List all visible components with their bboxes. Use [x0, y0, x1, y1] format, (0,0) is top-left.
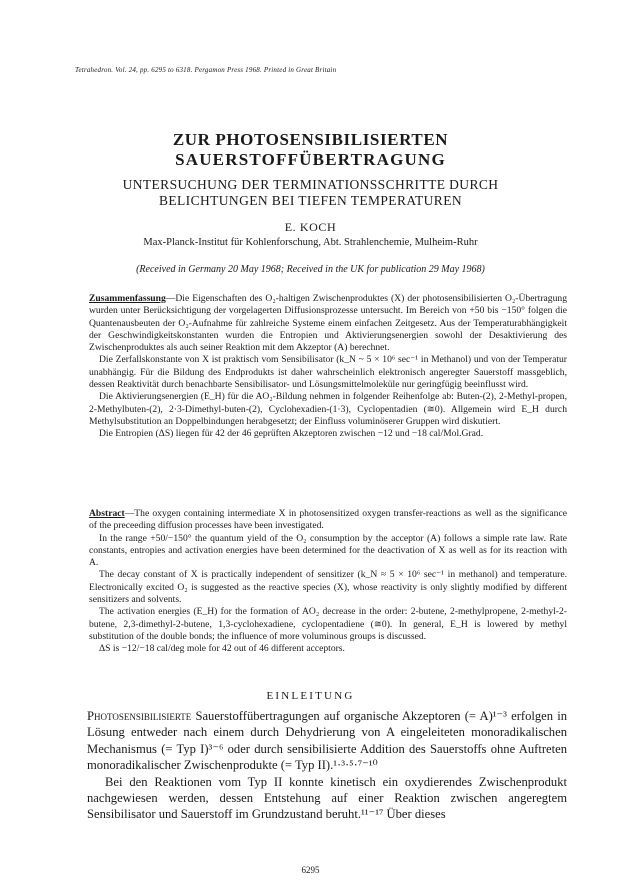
author-name: E. KOCH [284, 220, 337, 234]
paper-title-line2: SAUERSTOFFÜBERTRAGUNG [175, 150, 446, 169]
paper-subtitle-line2: BELICHTUNGEN BEI TIEFEN TEMPERATUREN [158, 193, 462, 208]
paper-subtitle-line1: UNTERSUCHUNG DER TERMINATIONSSCHRITTE DURCH [122, 177, 499, 192]
author-affiliation: Max-Planck-Institut für Kohlenforschung, Abt. Strahlenchemie, Mulheim-Ruhr [143, 237, 478, 248]
abstract-para-1 [89, 508, 567, 533]
zusammenfassung-para-4: Die Entropien (ΔS) liegen für 42 der 46 geprüften Akzeptoren zwischen −12 und −18 cal/Mol.Grad. [99, 428, 484, 440]
abstract-para-3: The decay constant of X is practically independent of sensitizer (k_N ≈ 5 × 10⁶ sec⁻¹ in methanol) and temperature. Electronically excited O₂ is suggested as the reactive species (X), whose reactivity is only slightly modified by different sensitizers and solvents. [89, 569, 567, 606]
received-dates: (Received in Germany 20 May 1968; Received in the UK for publication 29 May 1968) [136, 264, 485, 275]
zusammenfassung-para-1 [89, 293, 567, 354]
abstract-block [89, 508, 567, 656]
intro-para-2: Bei den Reaktionen vom Typ II konnte kinetisch ein oxydierendes Zwischenprodukt nachgewiesen werden, dessen Entstehung auf einer Reaktion zwischen angeregtem Sensibilisator und Sauerstoff im Grundzustand beruht.¹¹⁻¹⁷ Über dieses [87, 774, 567, 822]
abstract-text-1: —The oxygen containing intermediate X in photosensitized oxygen transfer-reactions as well as the significance of the preceeding diffusion processes have been investigated. [89, 508, 567, 532]
page-number: 6295 [301, 865, 320, 875]
paper-title-line1: ZUR PHOTOSENSIBILISIERTEN [172, 130, 449, 149]
zusammenfassung-text-1: —Die Eigenschaften des O₂-haltigen Zwischenproduktes (X) der photosensibilisierten O₂-Übertragung wurden unter Berücksichtigung der vorgelagerten Diffusionsprozesse untersucht. Im Bereich von +50 bis −150° folgen die Quantenausbeuten der O₂-Aufnahme für zahlreiche Systeme einem einfachen Zeitgesetz. Aus der Temperaturabhängigkeit der Geschwindigkeitskonstanten wurden die Entropien und Aktivierungsenergien sowohl der Desaktivierung des Zwischenproduktes als auch seiner Reaktion mit dem Akzeptor (A) berechnet. [89, 293, 567, 354]
abstract-para-4: The activation energies (E_H) for the formation of AO₂ decrease in the order: 2-butene, 2-methylpropene, 2-methyl-2-butene, 2,3-dimethyl-2-butene, 1,3-cyclohexadiene, cyclopentadiene (≅0). In general, E_H is lowered by methyl substitution of the double bonds; the influence of more voluminous groups is discussed. [89, 606, 567, 642]
zusammenfassung-para-2: Die Zerfallskonstante von X ist praktisch vom Sensibilisator (k_N ~ 5 × 10⁶ sec⁻¹ in Methanol) und von der Temperatur unabhängig. Für die Bildung des Endprodukts ist daher wahrscheinlich elektronisch angeregter Sauerstoff massgeblich, dessen Reaktivität durch benachbarte Sensibilisator- und Lösungsmittelmoleküle nur geringfügig beeinflusst wird. [89, 354, 567, 391]
abstract-para-5: ΔS is −12/−18 cal/deg mole for 42 out of 46 different acceptors. [99, 643, 345, 655]
abstract-para-2: In the range +50/−150° the quantum yield of the O₂ consumption by the acceptor (A) follows a simple rate law. Rate constants, entropies and activation energies have been determined for the deactivation of X as well as for its reaction with A. [89, 532, 567, 569]
introduction-body [87, 708, 567, 823]
intro-text-1: Sauerstoffübertragungen auf organische Akzeptoren (= A)¹⁻³ erfolgen in Lösung entweder nach einem durch Dehydrierung von A eingeleiteten monoradikalischen Mechanismus (= Typ I)³⁻⁶ oder durch sensibilisierte Addition des Sauerstoffs ohne Auftreten monoradikalischer Zwischenprodukte (= Typ II).¹·³·⁵·⁷⁻¹⁰ [87, 709, 567, 773]
intro-lead-word: Photosensibilisierte [87, 709, 192, 723]
zusammenfassung-para-3: Die Aktivierungsenergien (E_H) für die AO₂-Bildung nehmen in folgender Reihenfolge ab: Buten-(2), 2-Methyl-propen, 2-Methylbuten-(2), 2·3-Dimethyl-buten-(2), Cyclohexadien-(1·3), Cyclopentadien (≅0). Allgemein wird E_H durch Methylsubstitution an Doppelbindungen herabgesetzt; der Einfluss voluminöserer Gruppen wird diskutiert. [89, 391, 567, 427]
abstract-lead: Abstract [89, 508, 125, 519]
section-heading: EINLEITUNG [266, 690, 355, 702]
intro-para-1 [87, 708, 567, 774]
zusammenfassung-block [89, 293, 567, 441]
journal-header: Tetrahedron. Vol. 24, pp. 6295 to 6318. Pergamon Press 1968. Printed in Great Britain [75, 66, 337, 74]
zusammenfassung-lead: Zusammenfassung [89, 293, 166, 304]
